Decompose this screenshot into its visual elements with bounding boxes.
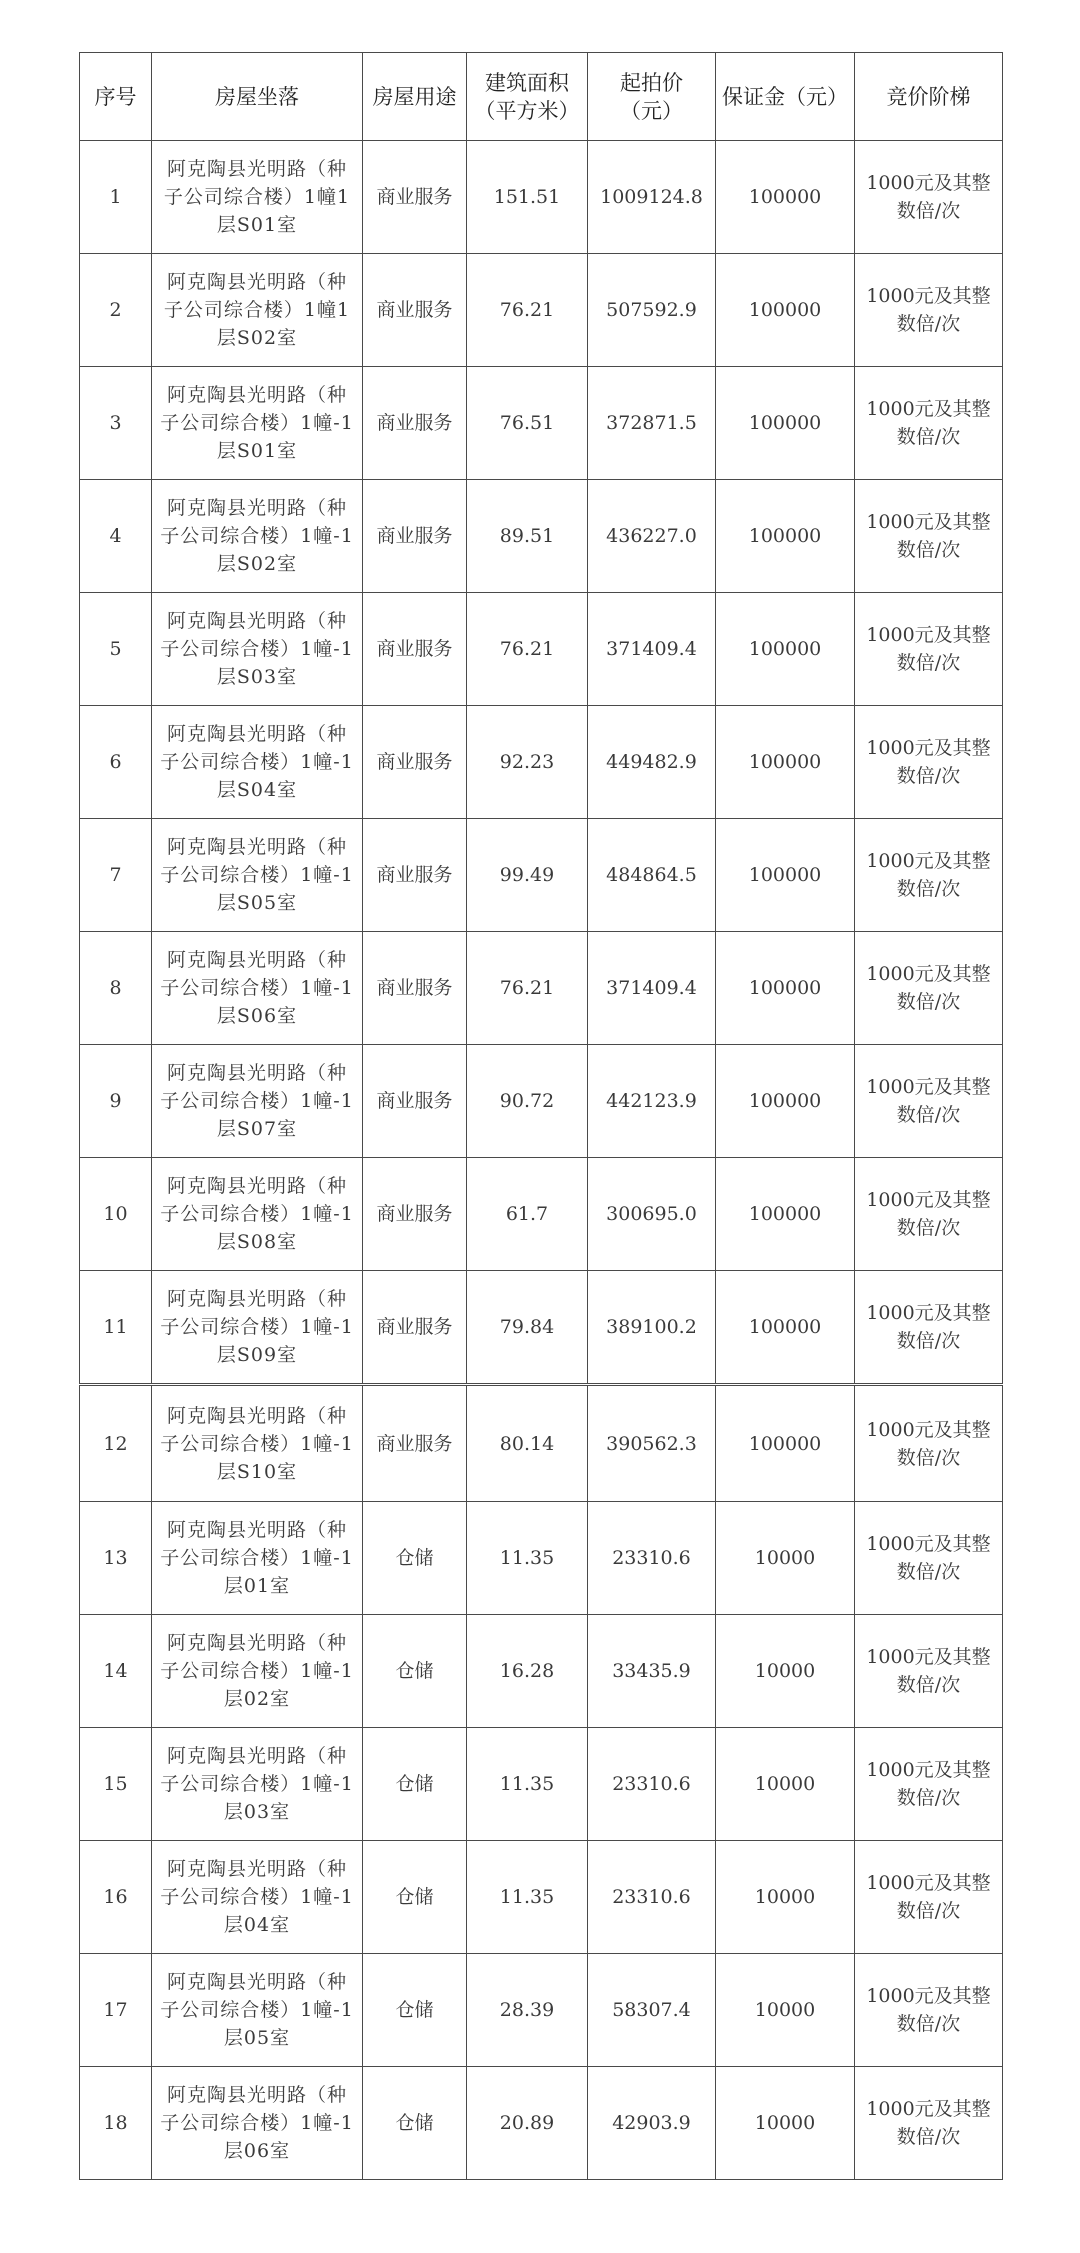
table-row — [80, 141, 1003, 254]
header-use: 房屋用途 — [363, 53, 467, 141]
cell-bid-step: 1000元及其整数倍/次 — [855, 2067, 1003, 2180]
cell-deposit: 10000 — [716, 1728, 855, 1841]
cell-bid-step: 1000元及其整数倍/次 — [855, 1385, 1003, 1502]
cell-use: 商业服务 — [363, 141, 467, 254]
cell-area: 79.84 — [467, 1271, 588, 1385]
cell-bid-step: 1000元及其整数倍/次 — [855, 1502, 1003, 1615]
cell-number: 16 — [80, 1841, 152, 1954]
table-row — [80, 2067, 1003, 2180]
cell-use: 仓储 — [363, 1728, 467, 1841]
cell-use: 商业服务 — [363, 254, 467, 367]
cell-start-price: 300695.0 — [588, 1158, 716, 1271]
cell-use: 商业服务 — [363, 367, 467, 480]
table-row — [80, 480, 1003, 593]
cell-use: 仓储 — [363, 1615, 467, 1728]
cell-start-price: 507592.9 — [588, 254, 716, 367]
cell-number: 8 — [80, 932, 152, 1045]
cell-area: 76.21 — [467, 254, 588, 367]
cell-number: 11 — [80, 1271, 152, 1385]
cell-number: 9 — [80, 1045, 152, 1158]
cell-deposit: 100000 — [716, 1045, 855, 1158]
cell-location: 阿克陶县光明路（种子公司综合楼）1幢-1层04室 — [152, 1841, 363, 1954]
cell-area: 61.7 — [467, 1158, 588, 1271]
cell-number: 13 — [80, 1502, 152, 1615]
cell-number: 17 — [80, 1954, 152, 2067]
cell-area: 92.23 — [467, 706, 588, 819]
cell-deposit: 100000 — [716, 141, 855, 254]
cell-area: 151.51 — [467, 141, 588, 254]
cell-start-price: 371409.4 — [588, 593, 716, 706]
cell-start-price: 371409.4 — [588, 932, 716, 1045]
header-number: 序号 — [80, 53, 152, 141]
cell-deposit: 100000 — [716, 706, 855, 819]
cell-use: 商业服务 — [363, 593, 467, 706]
cell-bid-step: 1000元及其整数倍/次 — [855, 1271, 1003, 1385]
cell-start-price: 23310.6 — [588, 1841, 716, 1954]
table-row — [80, 1158, 1003, 1271]
cell-deposit: 100000 — [716, 819, 855, 932]
cell-location: 阿克陶县光明路（种子公司综合楼）1幢-1层S08室 — [152, 1158, 363, 1271]
cell-number: 7 — [80, 819, 152, 932]
table-row — [80, 1728, 1003, 1841]
cell-area: 76.21 — [467, 593, 588, 706]
cell-use: 仓储 — [363, 1841, 467, 1954]
cell-location: 阿克陶县光明路（种子公司综合楼）1幢-1层S03室 — [152, 593, 363, 706]
cell-number: 18 — [80, 2067, 152, 2180]
cell-deposit: 100000 — [716, 1271, 855, 1385]
cell-deposit: 100000 — [716, 593, 855, 706]
cell-location: 阿克陶县光明路（种子公司综合楼）1幢-1层05室 — [152, 1954, 363, 2067]
cell-bid-step: 1000元及其整数倍/次 — [855, 1954, 1003, 2067]
cell-start-price: 390562.3 — [588, 1385, 716, 1502]
cell-area: 90.72 — [467, 1045, 588, 1158]
table-row — [80, 254, 1003, 367]
cell-location: 阿克陶县光明路（种子公司综合楼）1幢-1层S04室 — [152, 706, 363, 819]
cell-bid-step: 1000元及其整数倍/次 — [855, 254, 1003, 367]
cell-use: 商业服务 — [363, 706, 467, 819]
cell-area: 76.21 — [467, 932, 588, 1045]
table-row — [80, 1841, 1003, 1954]
cell-deposit: 100000 — [716, 367, 855, 480]
cell-deposit: 10000 — [716, 1615, 855, 1728]
cell-area: 76.51 — [467, 367, 588, 480]
cell-number: 5 — [80, 593, 152, 706]
table-row — [80, 593, 1003, 706]
cell-use: 商业服务 — [363, 1271, 467, 1385]
table-row — [80, 367, 1003, 480]
table-row — [80, 1954, 1003, 2067]
cell-area: 11.35 — [467, 1841, 588, 1954]
header-start-price: 起拍价（元） — [588, 53, 716, 141]
cell-deposit: 10000 — [716, 1502, 855, 1615]
table-row — [80, 1045, 1003, 1158]
cell-number: 6 — [80, 706, 152, 819]
header-deposit: 保证金（元） — [716, 53, 855, 141]
cell-bid-step: 1000元及其整数倍/次 — [855, 1158, 1003, 1271]
property-listing-table — [79, 52, 1003, 2180]
cell-start-price: 23310.6 — [588, 1502, 716, 1615]
cell-location: 阿克陶县光明路（种子公司综合楼）1幢-1层02室 — [152, 1615, 363, 1728]
cell-start-price: 42903.9 — [588, 2067, 716, 2180]
cell-deposit: 100000 — [716, 254, 855, 367]
cell-location: 阿克陶县光明路（种子公司综合楼）1幢-1层S05室 — [152, 819, 363, 932]
cell-bid-step: 1000元及其整数倍/次 — [855, 593, 1003, 706]
cell-bid-step: 1000元及其整数倍/次 — [855, 932, 1003, 1045]
cell-number: 3 — [80, 367, 152, 480]
cell-bid-step: 1000元及其整数倍/次 — [855, 1841, 1003, 1954]
cell-bid-step: 1000元及其整数倍/次 — [855, 141, 1003, 254]
cell-area: 99.49 — [467, 819, 588, 932]
cell-area: 89.51 — [467, 480, 588, 593]
cell-start-price: 33435.9 — [588, 1615, 716, 1728]
cell-bid-step: 1000元及其整数倍/次 — [855, 1045, 1003, 1158]
cell-number: 15 — [80, 1728, 152, 1841]
cell-deposit: 10000 — [716, 2067, 855, 2180]
table-row — [80, 1615, 1003, 1728]
cell-use: 商业服务 — [363, 932, 467, 1045]
cell-location: 阿克陶县光明路（种子公司综合楼）1幢-1层S09室 — [152, 1271, 363, 1385]
cell-number: 14 — [80, 1615, 152, 1728]
table-row — [80, 1502, 1003, 1615]
cell-area: 16.28 — [467, 1615, 588, 1728]
cell-use: 商业服务 — [363, 819, 467, 932]
table-row — [80, 932, 1003, 1045]
cell-bid-step: 1000元及其整数倍/次 — [855, 1728, 1003, 1841]
cell-number: 2 — [80, 254, 152, 367]
cell-location: 阿克陶县光明路（种子公司综合楼）1幢-1层01室 — [152, 1502, 363, 1615]
cell-use: 仓储 — [363, 1954, 467, 2067]
cell-use: 商业服务 — [363, 1158, 467, 1271]
cell-location: 阿克陶县光明路（种子公司综合楼）1幢1层S02室 — [152, 254, 363, 367]
cell-area: 11.35 — [467, 1502, 588, 1615]
cell-location: 阿克陶县光明路（种子公司综合楼）1幢1层S01室 — [152, 141, 363, 254]
cell-area: 11.35 — [467, 1728, 588, 1841]
cell-use: 商业服务 — [363, 480, 467, 593]
cell-start-price: 389100.2 — [588, 1271, 716, 1385]
cell-start-price: 442123.9 — [588, 1045, 716, 1158]
cell-bid-step: 1000元及其整数倍/次 — [855, 819, 1003, 932]
document-page — [79, 52, 1002, 2180]
cell-deposit: 100000 — [716, 932, 855, 1045]
cell-bid-step: 1000元及其整数倍/次 — [855, 706, 1003, 819]
cell-area: 28.39 — [467, 1954, 588, 2067]
cell-start-price: 436227.0 — [588, 480, 716, 593]
cell-start-price: 1009124.8 — [588, 141, 716, 254]
table-row — [80, 706, 1003, 819]
cell-number: 10 — [80, 1158, 152, 1271]
cell-use: 仓储 — [363, 2067, 467, 2180]
cell-location: 阿克陶县光明路（种子公司综合楼）1幢-1层S07室 — [152, 1045, 363, 1158]
cell-location: 阿克陶县光明路（种子公司综合楼）1幢-1层S01室 — [152, 367, 363, 480]
cell-start-price: 372871.5 — [588, 367, 716, 480]
cell-deposit: 10000 — [716, 1954, 855, 2067]
cell-location: 阿克陶县光明路（种子公司综合楼）1幢-1层06室 — [152, 2067, 363, 2180]
cell-location: 阿克陶县光明路（种子公司综合楼）1幢-1层S06室 — [152, 932, 363, 1045]
table-row — [80, 819, 1003, 932]
table-header-row — [80, 53, 1003, 141]
cell-number: 12 — [80, 1385, 152, 1502]
cell-use: 商业服务 — [363, 1385, 467, 1502]
cell-start-price: 58307.4 — [588, 1954, 716, 2067]
cell-area: 20.89 — [467, 2067, 588, 2180]
cell-start-price: 484864.5 — [588, 819, 716, 932]
cell-use: 商业服务 — [363, 1045, 467, 1158]
cell-bid-step: 1000元及其整数倍/次 — [855, 1615, 1003, 1728]
cell-deposit: 100000 — [716, 1158, 855, 1271]
cell-deposit: 10000 — [716, 1841, 855, 1954]
cell-location: 阿克陶县光明路（种子公司综合楼）1幢-1层03室 — [152, 1728, 363, 1841]
cell-deposit: 100000 — [716, 480, 855, 593]
header-bid-step: 竞价阶梯 — [855, 53, 1003, 141]
header-location: 房屋坐落 — [152, 53, 363, 141]
cell-bid-step: 1000元及其整数倍/次 — [855, 367, 1003, 480]
cell-number: 4 — [80, 480, 152, 593]
table-row — [80, 1271, 1003, 1385]
cell-number: 1 — [80, 141, 152, 254]
cell-area: 80.14 — [467, 1385, 588, 1502]
cell-start-price: 23310.6 — [588, 1728, 716, 1841]
cell-bid-step: 1000元及其整数倍/次 — [855, 480, 1003, 593]
table-row — [80, 1385, 1003, 1502]
table-body — [80, 141, 1003, 2180]
cell-deposit: 100000 — [716, 1385, 855, 1502]
cell-location: 阿克陶县光明路（种子公司综合楼）1幢-1层S10室 — [152, 1385, 363, 1502]
cell-use: 仓储 — [363, 1502, 467, 1615]
cell-start-price: 449482.9 — [588, 706, 716, 819]
header-area: 建筑面积（平方米） — [467, 53, 588, 141]
cell-location: 阿克陶县光明路（种子公司综合楼）1幢-1层S02室 — [152, 480, 363, 593]
